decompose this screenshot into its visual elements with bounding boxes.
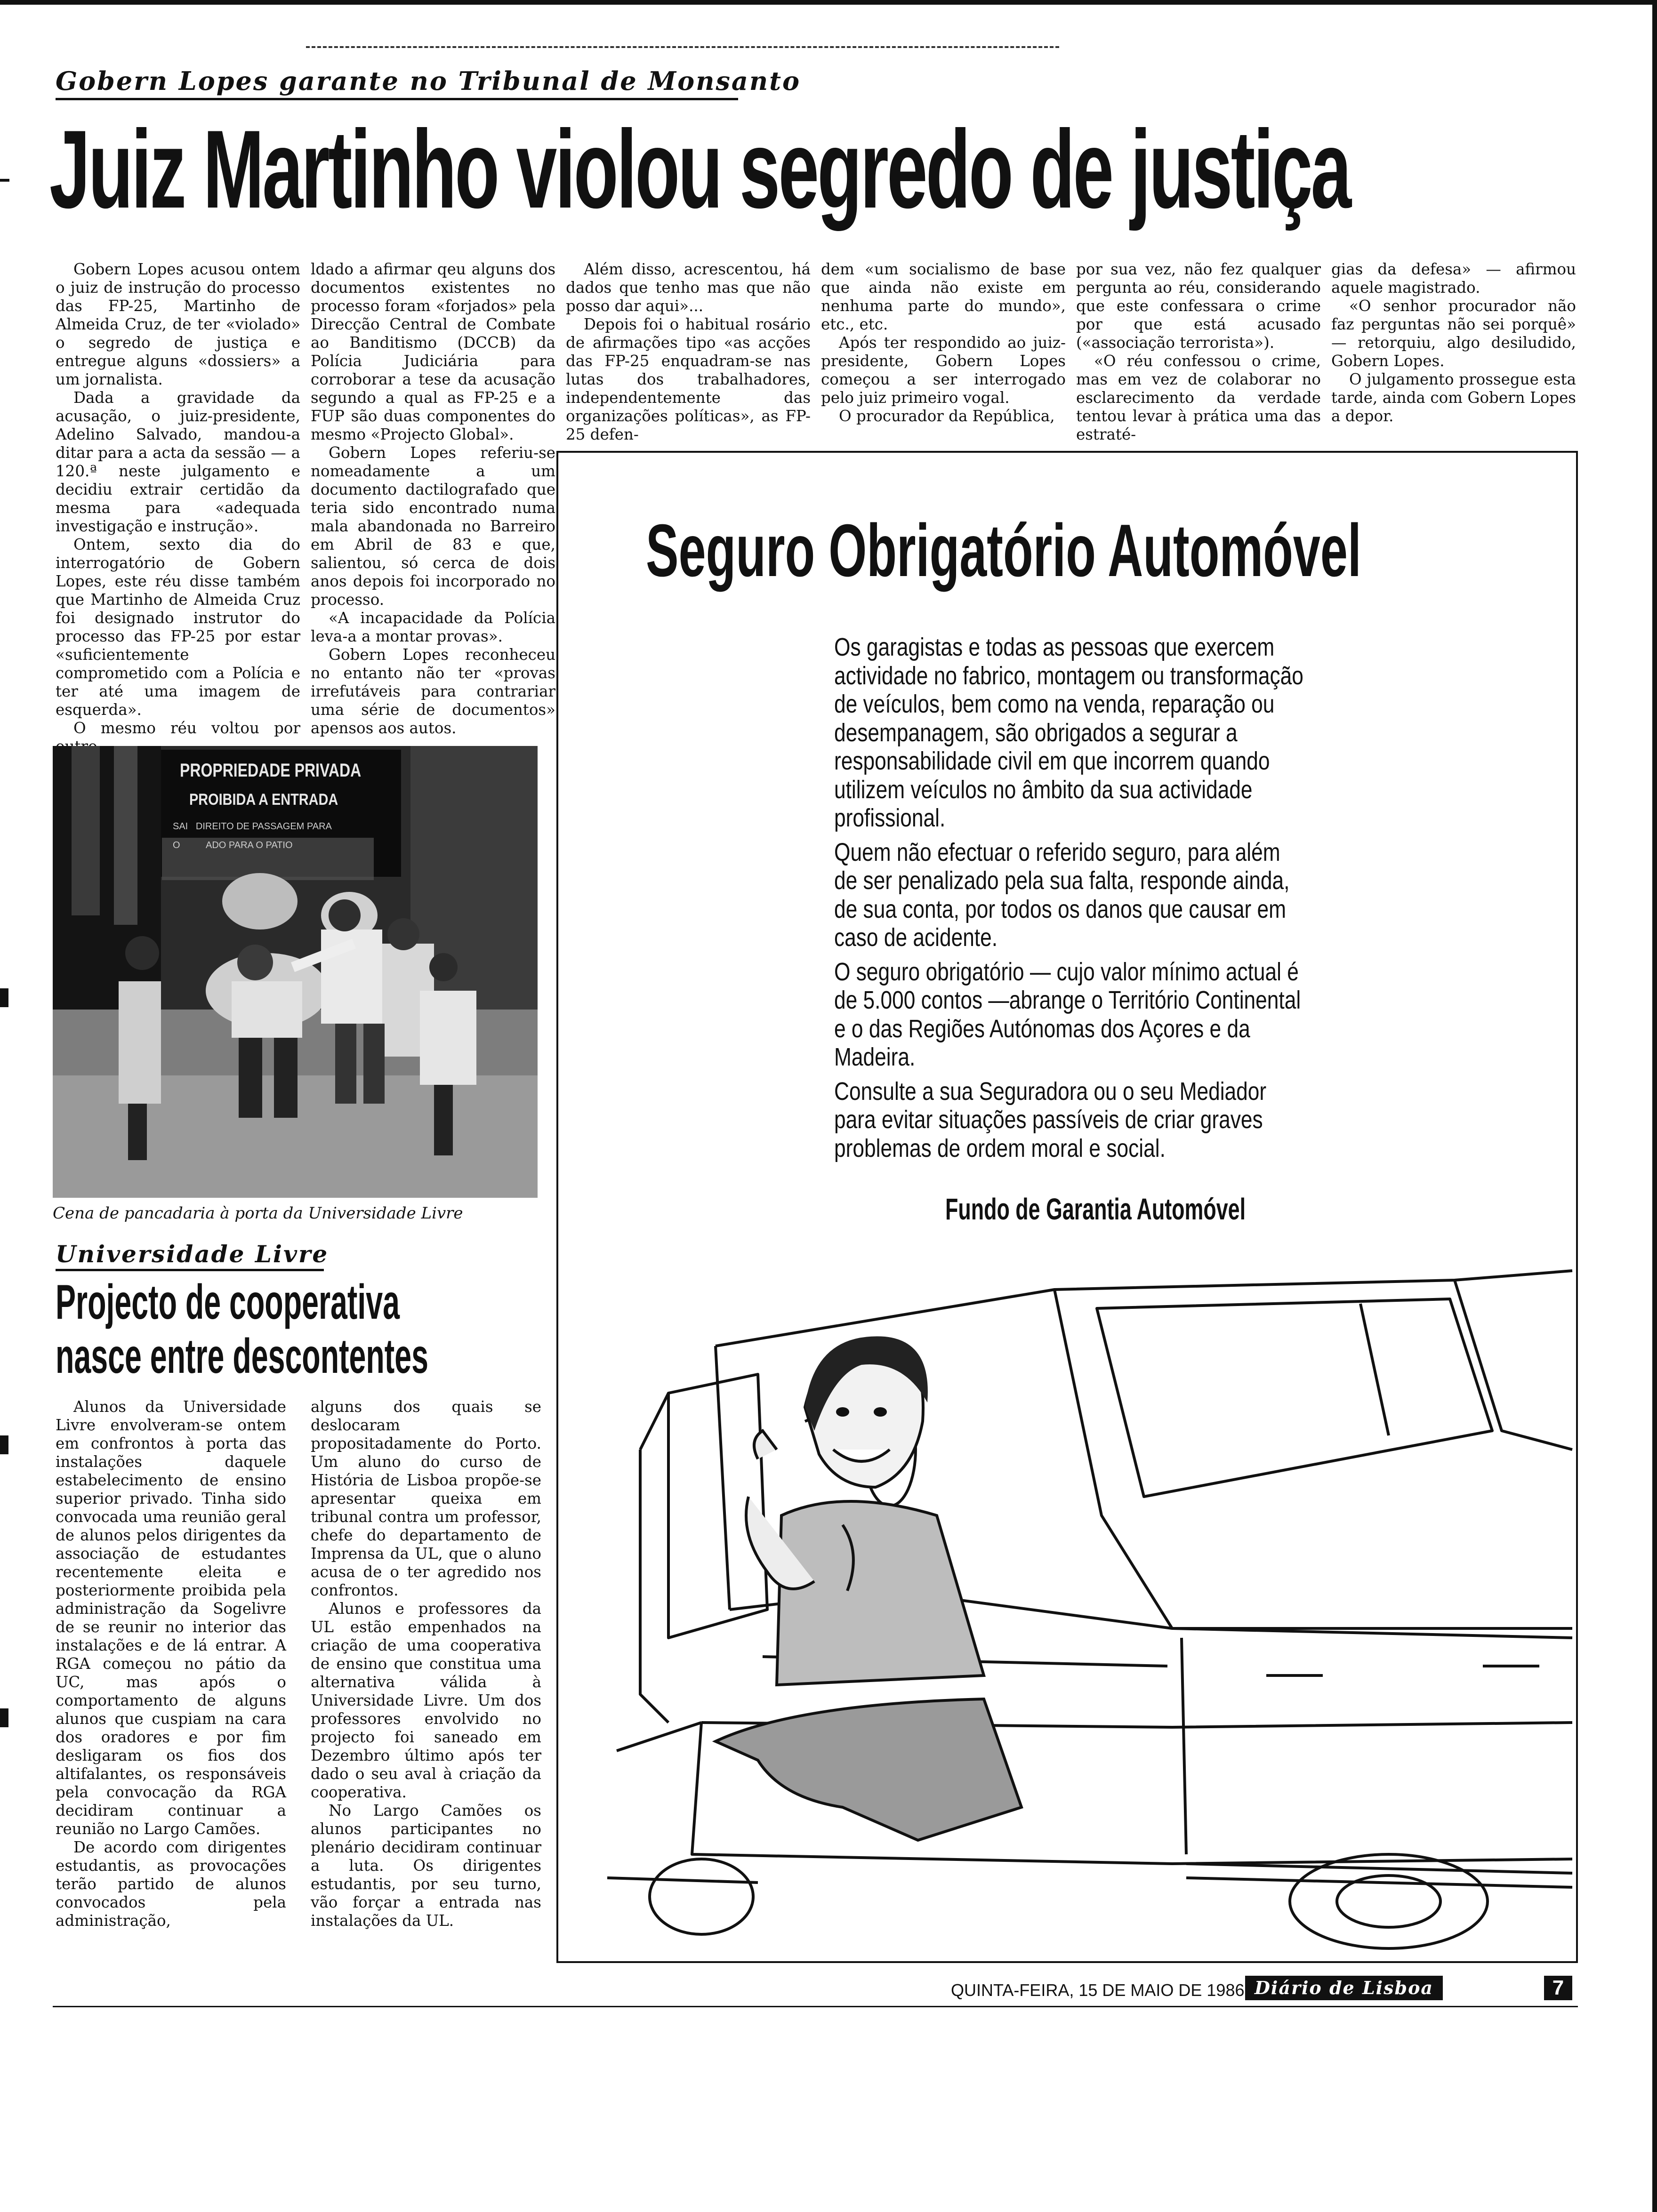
sign-line-2: PROIBIDA A ENTRADA — [189, 791, 338, 809]
paragraph: gias da defesa» — afirmou aquele magistrado. — [1331, 260, 1576, 297]
paragraph: por sua vez, não fez qualquer pergunta ao réu, considerando que este confessara o crime por que está acusado («associação terrorista»). — [1076, 260, 1321, 352]
section-label-underline — [56, 1269, 324, 1271]
headline-line-2: nasce entre descontentes — [56, 1329, 428, 1384]
newspaper-masthead: Diário de Lisboa — [1245, 1976, 1443, 2000]
article-kicker: Gobern Lopes garante no Tribunal de Monsanto — [56, 66, 801, 96]
paragraph: dem «um socialismo de base que ainda não existe em nenhuma parte do mundo», etc., etc. — [821, 260, 1066, 333]
sign-line-4: O ADO PARA O PATIO — [173, 840, 293, 850]
headline-line-1: Projecto de cooperativa — [56, 1275, 400, 1330]
paragraph: De acordo com dirigentes estudantis, as provocações terão partido de alunos convocados pela administração, — [56, 1838, 286, 1930]
section-label: Universidade Livre — [56, 1240, 329, 1268]
sign-line-1: PROPRIEDADE PRIVADA — [180, 760, 362, 781]
article2-headline — [56, 1275, 464, 1384]
ad-body — [834, 633, 1303, 1168]
top-border — [0, 0, 1657, 5]
paragraph: Gobern Lopes acusou ontem o juiz de instrução do processo das FP-25, Martinho de Almeida Cruz, de ter «violado» o segredo de justiça e entregue alguns «dossiers» a um jornalista. — [56, 260, 300, 388]
ad-paragraph: O seguro obrigatório — cujo valor mínimo actual é de 5.000 contos —abrange o Território Continental e o das Regiões Autónomas dos Açores e da Madeira. — [834, 957, 1301, 1071]
right-edge-line — [1652, 0, 1657, 2212]
car-illustration — [560, 1252, 1575, 1960]
ad-signature: Fundo de Garantia Automóvel — [945, 1192, 1246, 1226]
footer-rule — [53, 2006, 1578, 2007]
car-drawing — [560, 1252, 1575, 1960]
article1-column-5 — [1076, 260, 1321, 444]
paragraph: Alunos da Universidade Livre envolveram-se ontem em confrontos à porta das instalações daquele estabelecimento de ensino superior privado. Tinha sido convocada uma reunião geral de alunos pelos dirigentes da associação de estudantes recentemente eleita e posteriormente proibida pela administração da Sogelivre de se reunir no interior das instalações e de lá entrar. A RGA começou no pátio da UC, mas após o comportamento de alguns alunos que cuspiam na cara dos oradores e por fim desligaram os fios dos altifalantes, os responsáveis pela convocação da RGA decidiram continuar a reunião no Largo Camões. — [56, 1398, 286, 1838]
driver-figure — [716, 1336, 1022, 1840]
paragraph: Após ter respondido ao juiz-presidente, Gobern Lopes começou a ser interrogado pelo juiz primeiro vogal. — [821, 334, 1066, 407]
kicker-underline — [56, 98, 738, 100]
footer-date: QUINTA-FEIRA, 15 DE MAIO DE 1986 — [951, 1980, 1245, 2000]
photo-caption: Cena de pancadaria à porta da Universidade Livre — [53, 1204, 463, 1223]
ad-paragraph: Quem não efectuar o referido seguro, para além de ser penalizado pela sua falta, responde ainda, de sua conta, por todos os danos que causar em caso de acidente. — [834, 838, 1290, 952]
paragraph: Alunos e professores da UL estão empenhados na criação de uma cooperativa de ensino que constitua uma alternativa válida à Universidade Livre. Um dos professores envolvido no projecto foi saneado em Dezembro último após ter dado o seu aval à criação da cooperativa. — [311, 1600, 541, 1801]
paragraph: Gobern Lopes reconheceu no entanto não ter «provas irrefutáveis para contrariar uma série de documentos» apensos aos autos. — [311, 646, 555, 737]
ad-paragraph: Consulte a sua Seguradora ou o seu Mediador para evitar situações passíveis de criar graves problemas de ordem moral e social. — [834, 1077, 1267, 1162]
article2-column-2 — [311, 1398, 541, 1930]
article1-column-1 — [56, 260, 300, 756]
news-photo — [53, 746, 538, 1198]
article1-column-4 — [821, 260, 1066, 425]
left-edge-tick — [0, 1435, 8, 1454]
paragraph: «O réu confessou o crime, mas em vez de colaborar no esclarecimento da verdade tentou levar à prática uma das estraté- — [1076, 352, 1321, 443]
article1-column-6 — [1331, 260, 1576, 425]
left-edge-tick — [0, 1708, 8, 1727]
paragraph: O julgamento prossegue esta tarde, ainda com Gobern Lopes a depor. — [1331, 370, 1576, 425]
article2-column-1 — [56, 1398, 286, 1930]
paragraph: «O senhor procurador não faz perguntas não sei porquê» — retorquiu, algo desiludido, Gobern Lopes. — [1331, 297, 1576, 370]
ad-paragraph: Os garagistas e todas as pessoas que exercem actividade no fabrico, montagem ou transformação de veículos, bem como na venda, reparação ou desempanagem, são obrigados a segurar a responsabilidade civil em que incorrem quando utilizem veículos no âmbito da sua actividade profissional. — [834, 633, 1303, 832]
paragraph: Além disso, acrescentou, há dados que tenho mas que não posso dar aqui»... — [566, 260, 811, 315]
left-edge-tick — [0, 988, 8, 1007]
paragraph: Dada a gravidade da acusação, o juiz-presidente, Adelino Salvado, mandou-a ditar para a acta da sessão — a 120.ª neste julgamento e decidiu extrair certidão da mesma para «adequada investigação e instrução». — [56, 389, 300, 535]
paragraph: Gobern Lopes referiu-se nomeadamente a um documento dactilografado que teria sido encontrado numa mala abandonada no Barreiro em Abril de 83 e que, salientou, só cerca de dois anos depois foi incorporado no processo. — [311, 444, 555, 609]
article1-column-3 — [566, 260, 811, 444]
paragraph: Ontem, sexto dia do interrogatório de Gobern Lopes, este réu disse também que Martinho de Almeida Cruz foi designado instrutor do processo das FP-25 por estar «suficientemente comprometido com a Polícia e ter até uma imagem de esquerda». — [56, 536, 300, 719]
photo-scene — [53, 746, 538, 1198]
paragraph: Depois foi o habitual rosário de afirmações tipo «as acções das FP-25 enquadram-se nas lutas dos trabalhadores, independentemente das organizações políticas», as FP-25 defen- — [566, 315, 811, 443]
paragraph: O procurador da República, — [839, 407, 1055, 425]
sign-line-3: SAI DIREITO DE PASSAGEM PARA — [173, 821, 332, 832]
page-number: 7 — [1544, 1976, 1572, 2000]
paragraph: «A incapacidade da Polícia leva-a a montar provas». — [311, 609, 555, 645]
paragraph: ldado a afirmar qeu alguns dos documentos existentes no processo foram «forjados» pela Direcção Central de Combate ao Banditismo (DCCB) da Polícia Judiciária para corroborar a tese da acusação segundo a qual as FP-25 e a FUP são duas componentes do mesmo «Projecto Global». — [311, 260, 555, 443]
article-headline: Juiz Martinho violou segredo de justiça — [49, 107, 1350, 232]
paragraph: No Largo Camões os alunos participantes no plenário decidiram continuar a luta. Os dirigentes estudantis, por seu turno, vão forçar a entrada nas instalações da UL. — [311, 1802, 541, 1930]
top-dotted-rule — [306, 46, 1059, 48]
ad-title: Seguro Obrigatório Automóvel — [646, 509, 1361, 592]
left-edge-tick — [0, 179, 9, 182]
article1-column-2 — [311, 260, 555, 737]
paragraph: O mesmo réu voltou por — [73, 719, 300, 737]
paragraph: alguns dos quais se deslocaram propositadamente do Porto. Um aluno do curso de História de Lisboa propõe-se apresentar queixa em tribunal contra um professor, chefe do departamento de Imprensa da UL, que o aluno acusa de o ter agredido nos confrontos. — [311, 1398, 541, 1599]
